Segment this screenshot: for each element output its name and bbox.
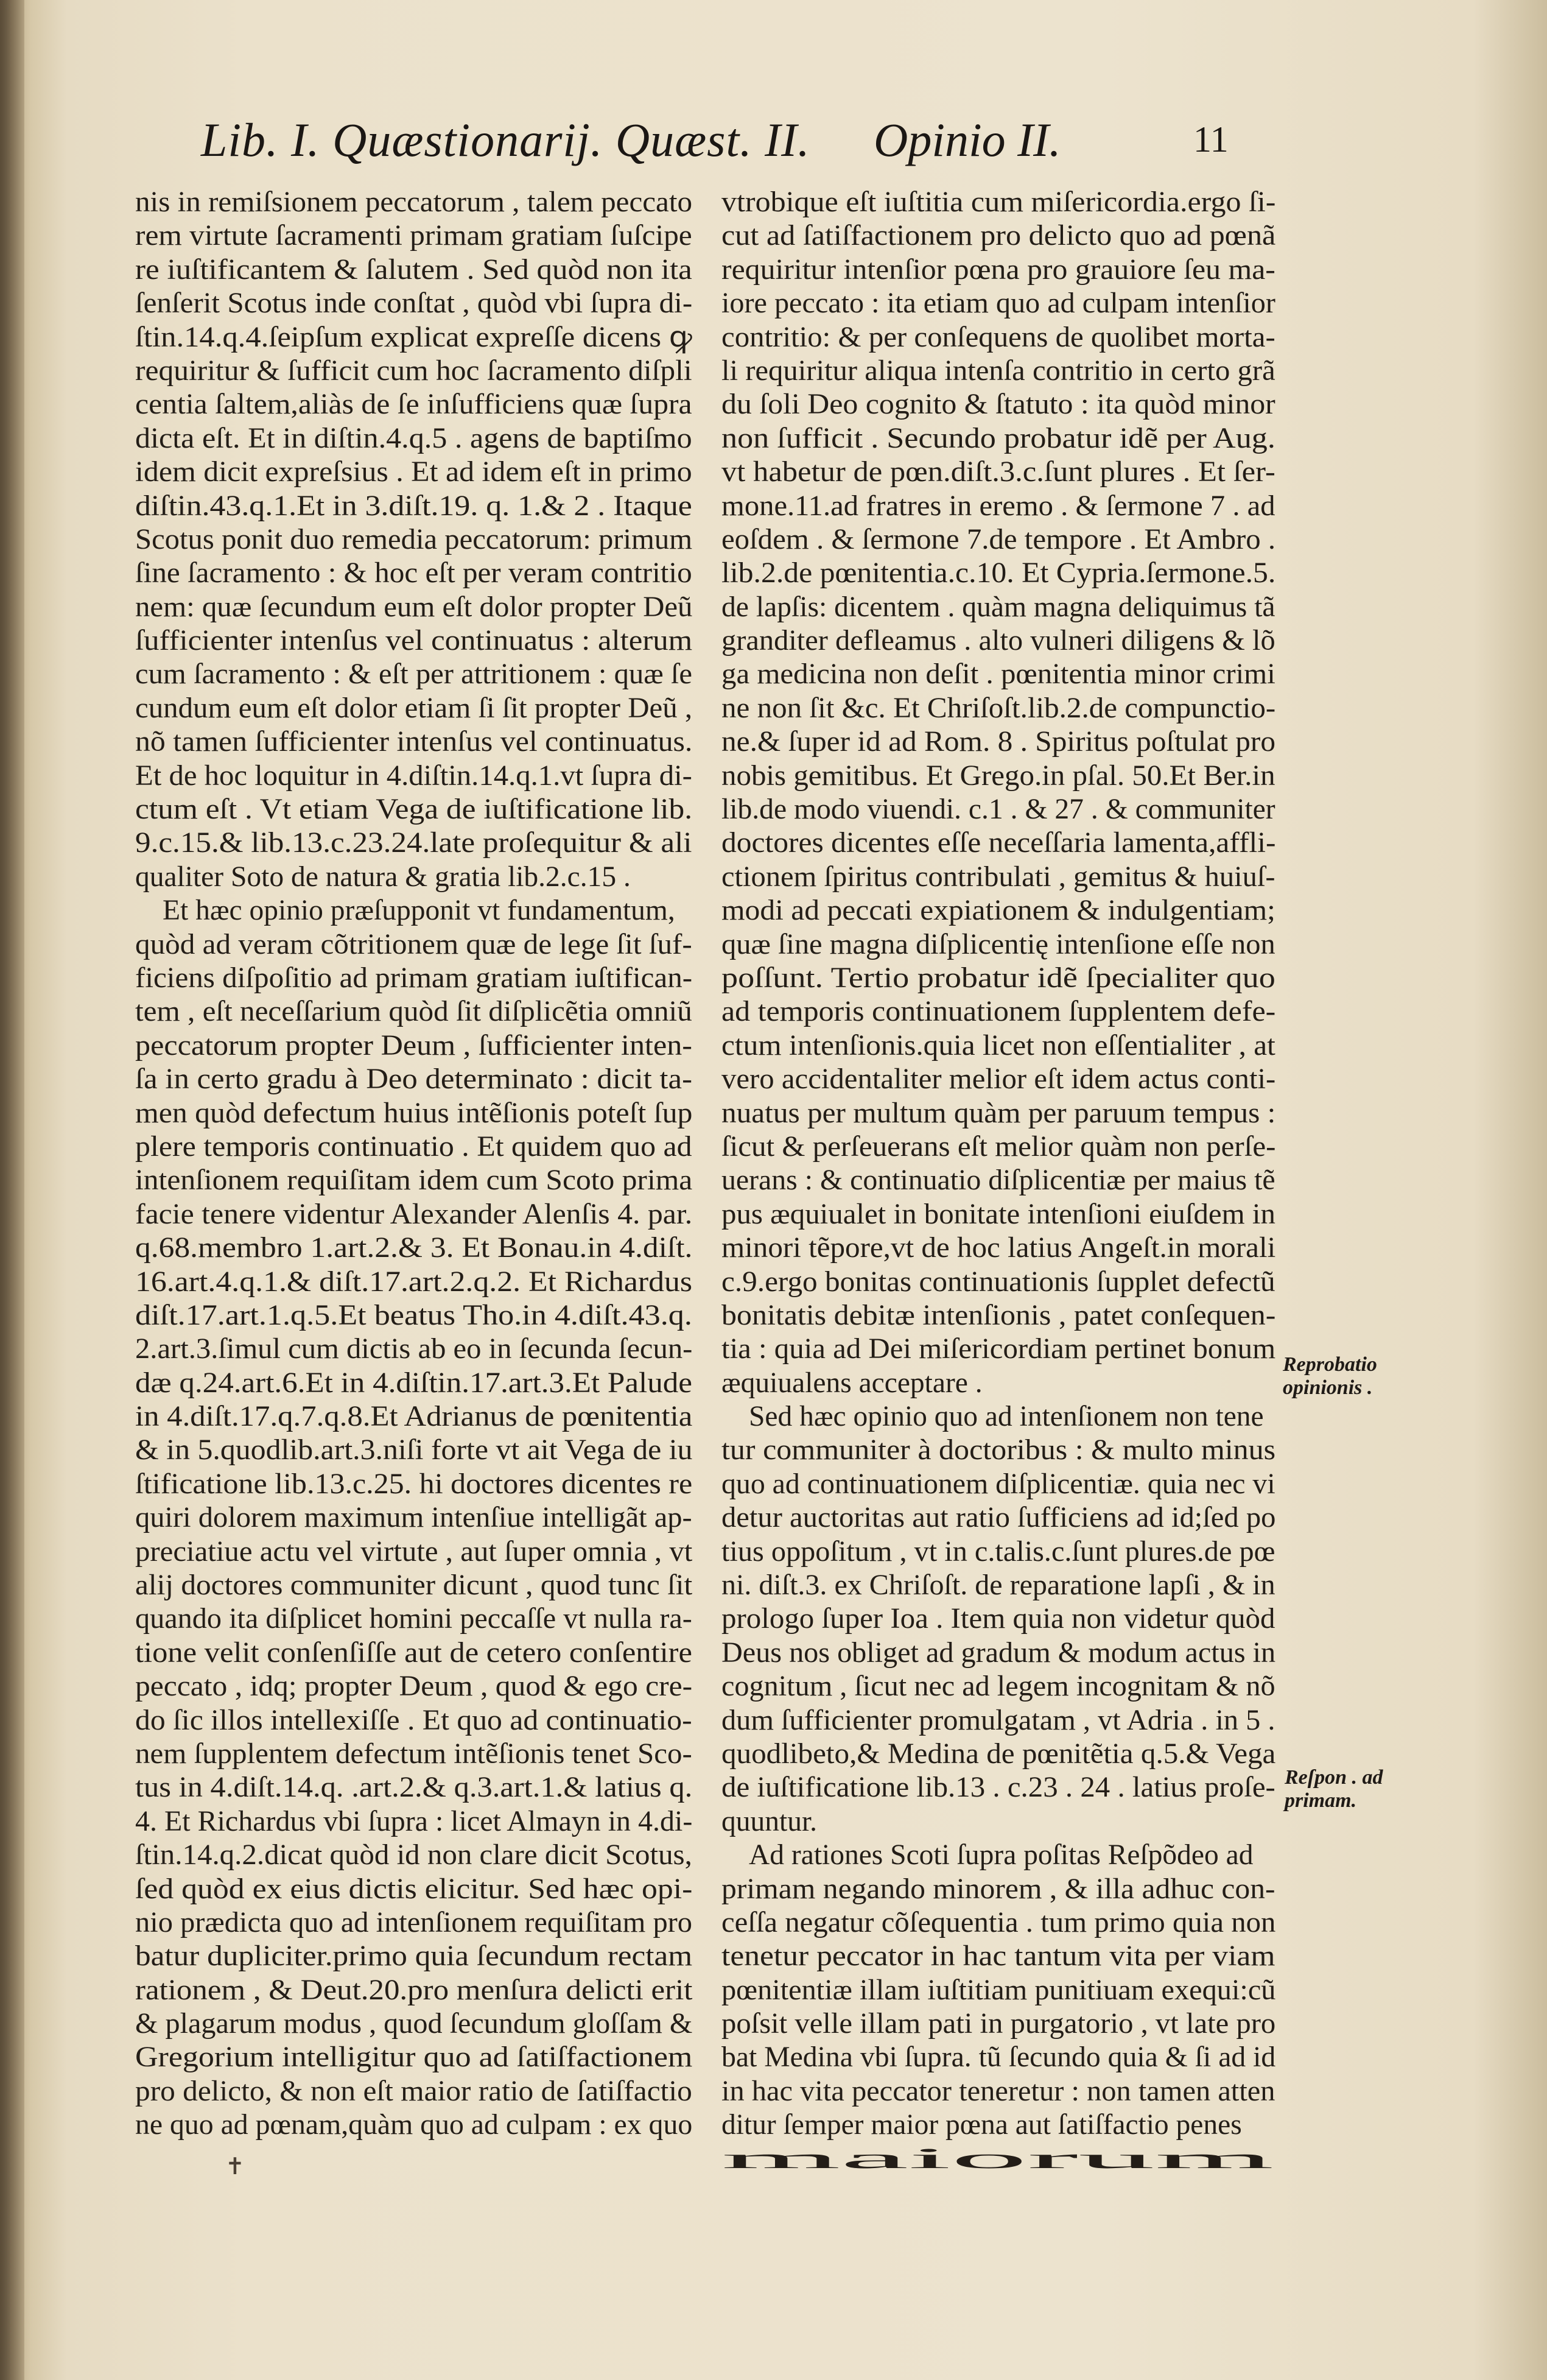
text-line: ditur ſemper maior pœna aut ſatiſfactio penes xyxy=(721,2109,1242,2141)
text-line: ga medicina non deſit . pœnitentia minor crimi xyxy=(721,658,1275,691)
text-line: ficiens diſpoſitio ad primam gratiam iuſtifican- xyxy=(135,962,693,994)
text-line: ne.& ſuper id ad Rom. 8 . Spiritus poſtulat pro xyxy=(721,726,1276,758)
text-line: alij doctores communiter dicunt , quod tunc ſit xyxy=(135,1569,693,1602)
opinion-heading: Opinio II. xyxy=(874,113,1061,166)
margin-note-line: opinionis . xyxy=(1283,1376,1373,1399)
text-line: quæ ſine magna diſplicentię intenſione eſſe non xyxy=(721,928,1275,960)
text-line: men quòd defectum huius intẽſionis poteſt ſup xyxy=(135,1097,693,1129)
text-line: ctum eſt . Vt etiam Vega de iuſtificatione lib. xyxy=(135,794,693,826)
text-line: lib.de modo viuendi. c.1 . & 27 . & communiter xyxy=(721,794,1275,826)
text-line: ſtin.14.q.2.dicat quòd id non clare dicit Scotus, xyxy=(135,1839,692,1871)
text-line: ctum intenſionis.quia licet non eſſentialiter , at xyxy=(721,1029,1275,1061)
running-header xyxy=(201,113,1279,180)
text-line: pro delicto, & non eſt maior ratio de ſatiſfactio xyxy=(135,2075,692,2107)
text-line: bonitatis debitæ intenſionis , patet conſequen- xyxy=(721,1299,1276,1331)
text-line: ceſſa negatur cõſequentia . tum primo quia non xyxy=(721,1906,1276,1938)
text-line: nobis gemitibus. Et Grego.in pſal. 50.Et Ber.in xyxy=(721,759,1275,792)
text-line: pus æquiualet in bonitate intenſioni eiuſdem in xyxy=(721,1198,1275,1230)
text-line: uerans : & continuatio diſplicentiæ per maius tẽ xyxy=(721,1164,1275,1197)
text-line: nuatus per multum quàm per paruum tempus : xyxy=(721,1097,1276,1129)
text-line: 9.c.15.& lib.13.c.23.24.late proſequitur & ali xyxy=(135,827,692,859)
text-line: poſsit velle illam pati in purgatorio , vt late pro xyxy=(721,2008,1276,2040)
text-line: ſicut & perſeuerans eſt melior quàm non perſe- xyxy=(721,1130,1276,1163)
text-line: pœnitentiæ illam iuſtitiam punitiuam exequi:cũ xyxy=(721,1974,1276,2006)
text-line: batur dupliciter.primo quia ſecundum rectam xyxy=(135,1940,693,1973)
text-line: nis in remiſsionem peccatorum , talem peccato xyxy=(135,186,693,218)
text-line: centia ſaltem,aliàs de ſe inſufficiens quæ ſupra xyxy=(135,389,692,421)
text-line: ctionem ſpiritus contribulati , gemitus & huiuſ- xyxy=(721,861,1275,893)
text-line: ſa in certo gradu à Deo determinato : dicit ta- xyxy=(135,1063,692,1096)
text-line: ſed quòd ex eius dictis elicitur. Sed hæc opi- xyxy=(135,1873,693,1905)
text-line: minori tẽpore,vt de hoc latius Angeſt.in morali xyxy=(721,1232,1276,1264)
text-line: ad temporis continuationem ſupplentem defe- xyxy=(721,996,1276,1028)
text-line: tia : quia ad Dei miſericordiam pertinet bonum xyxy=(721,1333,1276,1365)
margin-note-reprobatio xyxy=(1283,1353,1377,1399)
text-line: rem virtute ſacramenti primam gratiam ſuſcipe xyxy=(135,220,692,252)
text-line: cognitum , ſicut nec ad legem incognitam & nõ xyxy=(721,1671,1275,1703)
text-line: idem dicit expreſsius . Et ad idem eſt in primo xyxy=(135,456,692,488)
text-line: eoſdem . & ſermone 7.de tempore . Et Ambro . xyxy=(721,523,1276,555)
text-line: quando ita diſplicet homini peccaſſe vt nulla ra- xyxy=(135,1603,692,1635)
text-line: du ſoli Deo cognito & ſtatuto : ita quòd minor xyxy=(721,389,1275,421)
text-line: tenetur peccator in hac tantum vita per viam xyxy=(721,1940,1275,1973)
text-line: ni. diſt.3. ex Chriſoſt. de reparatione lapſi , & in xyxy=(721,1569,1275,1602)
text-line: quòd ad veram cõtritionem quæ de lege ſit ſuf- xyxy=(135,928,692,960)
text-line: cundum eum eſt dolor etiam ſi ſit propter Deũ , xyxy=(135,692,693,724)
text-line: in 4.diſt.17.q.7.q.8.Et Adrianus de pœnitentia xyxy=(135,1401,693,1433)
text-line: nem: quæ ſecundum eum eſt dolor propter Deũ xyxy=(135,591,693,623)
text-line: quiri dolorem maximum intenſiue intelligãt ap- xyxy=(135,1502,692,1534)
text-line: detur auctoritas aut ratio ſufficiens ad id;ſed po xyxy=(721,1502,1276,1534)
text-line: nio prædicta quo ad intenſionem requiſitam pro xyxy=(135,1906,693,1938)
text-line: doctores dicentes eſſe neceſſaria lamenta,affli- xyxy=(721,827,1276,859)
text-line: quuntur. xyxy=(721,1805,818,1837)
text-line: in hac vita peccator teneretur : non tamen atten xyxy=(721,2075,1275,2107)
text-line: vt habetur de pœn.diſt.3.c.ſunt plures . Et ſer- xyxy=(721,456,1275,488)
text-line: non ſufficit . Secundo probatur idẽ per Aug. xyxy=(721,422,1275,454)
text-line: plere temporis continuatio . Et quidem quo ad xyxy=(135,1130,692,1163)
text-line: granditer defleamus . alto vulneri diligens & lõ xyxy=(721,625,1275,657)
text-line: ſtin.14.q.4.ſeipſum explicat expreſſe dicens ꝙ xyxy=(135,321,692,353)
text-line: diſtin.43.q.1.Et in 3.diſt.19. q. 1.& 2 . Itaque xyxy=(135,490,692,522)
margin-note-line: Reſpon . ad xyxy=(1285,1766,1383,1789)
text-line: nõ tamen ſufficienter intenſus vel continuatus. xyxy=(135,726,693,758)
text-line: dum ſufficienter promulgatam , vt Adria . in 5 . xyxy=(721,1704,1275,1736)
text-line: ſufficienter intenſus vel continuatus : alterum xyxy=(135,625,693,657)
text-line: Scotus ponit duo remedia peccatorum: primum xyxy=(135,523,693,555)
text-line: Ad rationes Scoti ſupra poſitas Reſpõdeo ad xyxy=(749,1839,1254,1871)
text-line: re iuſtificantem & ſalutem . Sed quòd non ita xyxy=(135,253,692,286)
text-line: modi ad peccati expiationem & indulgentiam; xyxy=(721,895,1275,927)
text-line: cut ad ſatiſfactionem pro delicto quo ad pœnã xyxy=(721,220,1276,252)
margin-note-line: Reprobatio xyxy=(1283,1353,1377,1376)
text-line: de lapſis: dicentem . quàm magna deliquimus tã xyxy=(721,591,1275,623)
text-line: Deus nos obliget ad gradum & modum actus in xyxy=(721,1636,1276,1669)
text-line: peccato , idq; propter Deum , quod & ego cre- xyxy=(135,1671,693,1703)
text-line: æquiualens acceptare . xyxy=(721,1367,983,1399)
text-line: 16.art.4.q.1.& diſt.17.art.2.q.2. Et Richardus xyxy=(135,1266,693,1298)
binding-gutter-shadow xyxy=(0,0,24,2380)
text-line: preciatiue actu vel virtute , aut ſuper omnia , vt xyxy=(135,1535,693,1568)
text-line: ſtificatione lib.13.c.25. hi doctores dicentes re xyxy=(135,1468,693,1500)
text-line: Gregorium intelligitur quo ad ſatiſfactionem xyxy=(135,2041,693,2074)
text-line: ſine ſacramento : & hoc eſt per veram contritio xyxy=(135,557,692,590)
text-line: diſt.17.art.1.q.5.Et beatus Tho.in 4.diſt.43.q. xyxy=(135,1299,692,1331)
running-title: Lib. I. Quæstionarij. Quæst. II. xyxy=(201,113,810,166)
text-line: ne quo ad pœnam,quàm quo ad culpam : ex quo xyxy=(135,2109,693,2141)
text-line: primam negando minorem , & illa adhuc con- xyxy=(721,1873,1275,1905)
text-line: tem , eſt neceſſarium quòd ſit diſplicẽtia omniũ xyxy=(135,996,692,1028)
text-line: ne non ſit &c. Et Chriſoſt.lib.2.de compunctio- xyxy=(721,692,1276,724)
text-line: quodlibeto,& Medina de pœnitẽtia q.5.& Vega xyxy=(721,1737,1276,1770)
text-line: maiorum xyxy=(721,2142,1274,2175)
right-text-column xyxy=(721,186,1275,2176)
text-line: tur communiter à doctoribus : & multo minus xyxy=(721,1434,1276,1466)
text-line: nem ſupplentem defectum intẽſionis tenet Sco- xyxy=(135,1737,692,1770)
text-line: c.9.ergo bonitas continuationis ſupplet defectũ xyxy=(721,1266,1275,1298)
text-line: & plagarum modus , quod ſecundum gloſſam & xyxy=(135,2008,693,2040)
text-line: de iuſtificatione lib.13 . c.23 . 24 . latius proſe- xyxy=(721,1772,1275,1804)
text-line: do ſic illos intellexiſſe . Et quo ad continuatio- xyxy=(135,1704,692,1736)
text-line: Et hæc opinio præſupponit vt fundamentum, xyxy=(163,895,675,927)
text-line: 2.art.3.ſimul cum dictis ab eo in ſecunda ſecun- xyxy=(135,1333,693,1365)
text-line: rationem , & Deut.20.pro menſura delicti erit xyxy=(135,1974,693,2006)
text-line: & in 5.quodlib.art.3.niſi forte vt ait Vega de iu xyxy=(135,1434,693,1466)
margin-note-line: primam. xyxy=(1285,1789,1357,1812)
text-line: tius oppoſitum , vt in c.talis.c.ſunt plures.de pœ xyxy=(721,1535,1275,1568)
text-line: mone.11.ad fratres in eremo . & ſermone 7 . ad xyxy=(721,490,1275,522)
text-line: ſenſerit Scotus inde conſtat , quòd vbi ſupra di- xyxy=(135,287,693,320)
text-line: q.68.membro 1.art.2.& 3. Et Bonau.in 4.diſt. xyxy=(135,1232,693,1264)
bottom-ornament: ✝ xyxy=(225,2153,245,2180)
text-line: vtrobique eſt iuſtitia cum miſericordia.ergo ſi- xyxy=(721,186,1276,218)
text-line: 4. Et Richardus vbi ſupra : licet Almayn in 4.di- xyxy=(135,1805,693,1837)
text-line: peccatorum propter Deum , ſufficienter inten- xyxy=(135,1029,692,1061)
text-line: tus in 4.diſt.14.q. .art.2.& q.3.art.1.& latius q. xyxy=(135,1772,693,1804)
text-line: requiritur & ſufficit cum hoc ſacramento diſpli xyxy=(135,354,692,387)
text-line: quo ad continuationem diſplicentiæ. quia nec vi xyxy=(721,1468,1275,1500)
margin-note-respon xyxy=(1285,1766,1383,1812)
text-line: prologo ſuper Ioa . Item quia non videtur quòd xyxy=(721,1603,1275,1635)
text-line: bat Medina vbi ſupra. tũ ſecundo quia & ſi ad id xyxy=(721,2041,1276,2074)
text-line: dicta eſt. Et in diſtin.4.q.5 . agens de baptiſmo xyxy=(135,422,692,454)
text-line: contritio: & per conſequens de quolibet morta- xyxy=(721,321,1275,353)
text-line: poſſunt. Tertio probatur idẽ ſpecialiter quo xyxy=(721,962,1275,994)
page-number: 11 xyxy=(1193,119,1229,160)
text-line: li requiritur aliqua intenſa contritio in certo grã xyxy=(721,354,1275,387)
text-line: dæ q.24.art.6.Et in 4.diſtin.17.art.3.Et Palude xyxy=(135,1367,692,1399)
text-line: tione velit conſenſiſſe aut de cetero conſentire xyxy=(135,1636,692,1669)
text-line: Sed hæc opinio quo ad intenſionem non tene xyxy=(749,1401,1264,1433)
text-line: qualiter Soto de natura & gratia lib.2.c.15 . xyxy=(135,861,631,893)
text-line: Et de hoc loquitur in 4.diſtin.14.q.1.vt ſupra di- xyxy=(135,759,692,792)
text-line: vero accidentaliter melior eſt idem actus conti- xyxy=(721,1063,1276,1096)
text-line: cum ſacramento : & eſt per attritionem : quæ ſe xyxy=(135,658,692,691)
text-line: intenſionem requiſitam idem cum Scoto prima xyxy=(135,1164,693,1197)
text-line: lib.2.de pœnitentia.c.10. Et Cypria.ſermone.5. xyxy=(721,557,1276,590)
text-line: requiritur intenſior pœna pro grauiore ſeu ma- xyxy=(721,253,1275,286)
text-line: facie tenere videntur Alexander Alenſis 4. par. xyxy=(135,1198,693,1230)
left-text-column xyxy=(135,186,692,2142)
text-line: iore peccato : ita etiam quo ad culpam intenſior xyxy=(721,287,1275,320)
